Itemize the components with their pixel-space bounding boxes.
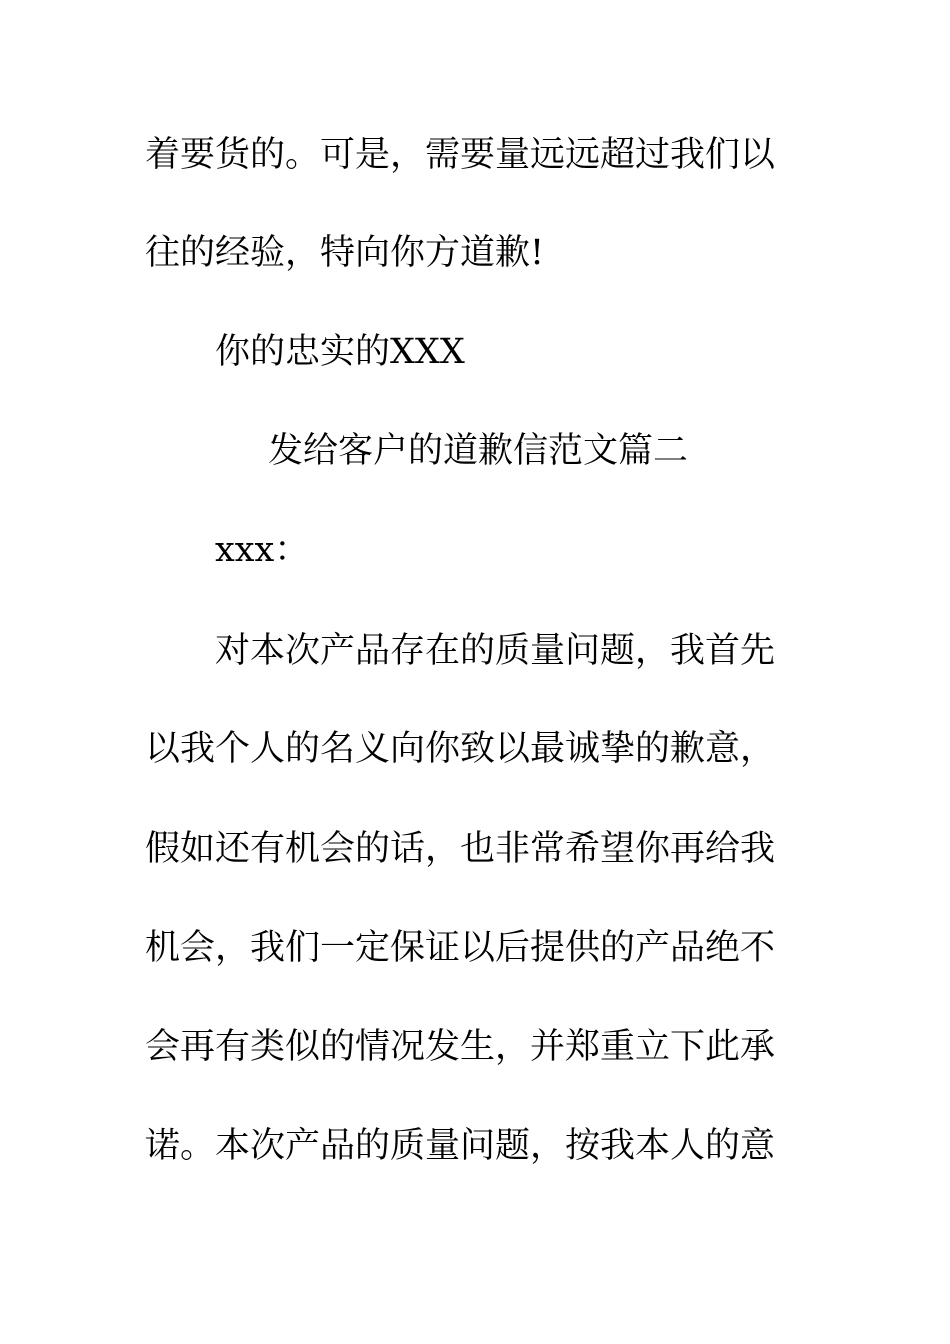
paragraph-line: 对本次产品存在的质量问题，我首先 bbox=[215, 631, 776, 671]
paragraph-line: 假如还有机会的话，也非常希望你再给我 bbox=[145, 829, 776, 869]
salutation: xxx： bbox=[215, 530, 310, 570]
signature-line: 你的忠实的XXX bbox=[215, 332, 465, 372]
paragraph-line: 着要货的。可是，需要量远远超过我们以 bbox=[145, 135, 776, 175]
section-title: 发给客户的道歉信范文篇二 bbox=[268, 431, 689, 471]
paragraph-line: 机会，我们一定保证以后提供的产品绝不 bbox=[145, 928, 776, 968]
paragraph-line: 诺。本次产品的质量问题，按我本人的意 bbox=[145, 1126, 776, 1166]
paragraph-line: 往的经验，特向你方道歉! bbox=[145, 233, 545, 273]
paragraph-line: 以我个人的名义向你致以最诚挚的歉意， bbox=[145, 729, 776, 769]
paragraph-line: 会再有类似的情况发生，并郑重立下此承 bbox=[145, 1027, 776, 1067]
